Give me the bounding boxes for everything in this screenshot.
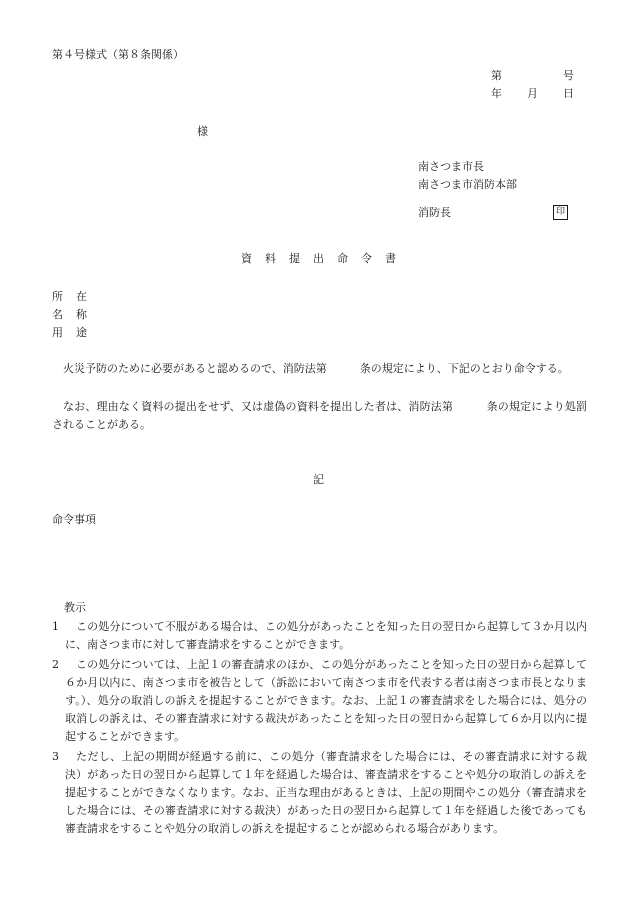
sender-mayor: 南さつま市長	[418, 160, 484, 173]
field-name-label: 名称	[52, 308, 100, 321]
date-day: 日	[563, 87, 574, 100]
addressee-honorific: 様	[197, 125, 208, 138]
notice-item	[52, 618, 587, 654]
date-year: 年	[491, 87, 502, 100]
notice-item-text: この処分については、上記１の審査請求のほか、この処分があったことを知った日の翌日から起算して６か月以内に、南さつま市を被告として（訴訟において南さつま市を代表する者は南さつま市長となります。）、処分の取消しの訴えを提起することができます。なお、上記１の審査請求をした場合には、処分の取消しの訴えは、その審査請求に対する裁決があったことを知った日の翌日から起算して６か月以内に提起することができます。	[65, 658, 587, 743]
order-paragraph: 火災予防のために必要があると認めるので、消防法第 条の規定により、下記のとおり命令する。	[63, 362, 569, 375]
seal-stamp: 印	[553, 205, 568, 220]
notice-item-number: 3	[52, 750, 59, 763]
order-items-label: 命令事項	[52, 513, 96, 526]
notice-item	[52, 656, 587, 746]
form-title: 第４号様式（第８条関係）	[52, 48, 184, 61]
notice-item-text: ただし、上記の期間が経過する前に、この処分（審査請求をした場合には、その審査請求に対する裁決）があった日の翌日から起算して１年を経過した場合は、審査請求をすることや処分の取消しの訴えを提起することができなくなります。なお、正当な理由があるときは、上記の期間やこの処分（審査請求をした場合には、その審査請求に対する裁決）があった日の翌日から起算して１年を経過した後であっても審査請求をすることや処分の取消しの訴えを提起することが認められる場合があります。	[65, 750, 587, 835]
document-title: 資料提出命令書	[241, 252, 409, 265]
field-location-label: 所在	[52, 290, 100, 303]
notice-item-number: 1	[52, 620, 59, 633]
doc-number-prefix: 第	[491, 69, 502, 82]
doc-number-suffix: 号	[563, 69, 574, 82]
date-month: 月	[527, 87, 538, 100]
ki-heading: 記	[313, 473, 324, 486]
notice-item-text: この処分について不服がある場合は、この処分があったことを知った日の翌日から起算して３か月以内に、南さつま市に対して審査請求をすることができます。	[65, 620, 587, 651]
field-use-label: 用途	[52, 326, 100, 339]
penalty-paragraph: なお、理由なく資料の提出をせず、又は虚偽の資料を提出した者は、消防法第 条の規定により処罰されることがある。	[52, 400, 587, 431]
notice-heading: 教示	[64, 601, 86, 614]
sender-fire-chief: 消防長	[418, 206, 451, 219]
sender-fire-hq: 南さつま市消防本部	[418, 178, 517, 191]
notice-item-number: 2	[52, 658, 59, 671]
notice-item	[52, 748, 587, 838]
